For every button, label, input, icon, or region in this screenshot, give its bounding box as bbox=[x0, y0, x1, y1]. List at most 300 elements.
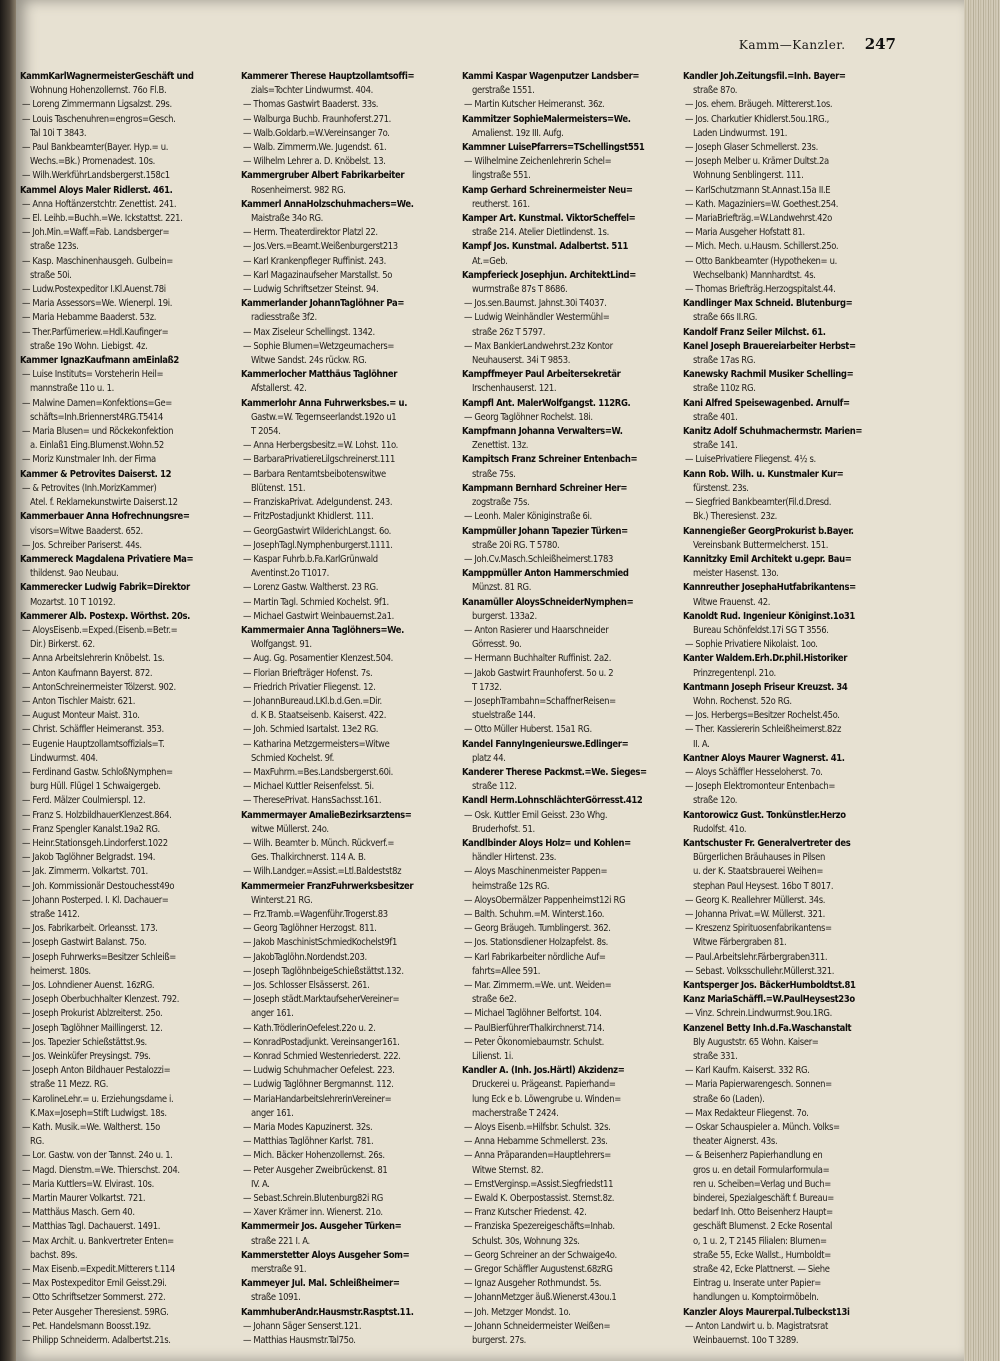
directory-entry-line: — LuisePrivatiere Fliegenst. 4½ s. bbox=[685, 454, 816, 466]
directory-entry-line: — Kaspar Fuhrb.b.Fa.KarlGrünwald bbox=[243, 553, 378, 565]
directory-entry-line: T 2054. bbox=[251, 426, 281, 438]
directory-entry-line: Afstallerst. 42. bbox=[251, 383, 307, 395]
directory-entry-line: — Michael Kuttler Reisenfelsst. 5i. bbox=[243, 781, 374, 793]
directory-entry-line: Kammerlohr Anna Fuhrwerksbes.= u. bbox=[241, 397, 408, 409]
directory-entry-line: — Walb.Goldarb.=W.Vereinsanger 7o. bbox=[243, 127, 390, 139]
directory-entry-line: zials=Tochter Lindwurmst. 404. bbox=[251, 85, 373, 97]
directory-entry-line: Kammerecker Ludwig Fabrik=Direktor bbox=[20, 582, 190, 594]
directory-entry-line: fahrts=Allee 591. bbox=[472, 965, 541, 977]
directory-entry-line: — Ludwig Schuhmacher Oefelest. 223. bbox=[243, 1065, 395, 1077]
directory-entry-line: Kamp Gerhard Schreinermeister Neu= bbox=[462, 184, 633, 196]
directory-entry-line: — Joseph städt.MarktaufseherVereiner= bbox=[243, 994, 400, 1006]
directory-entry-line: Kandler A. (Inh. Jos.Härtl) Akzidenz= bbox=[462, 1065, 625, 1077]
directory-entry-line: radiesstraße 3f2. bbox=[251, 312, 317, 324]
directory-entry-line: — Martin Tagl. Schmied Kochelst. 9f1. bbox=[243, 596, 389, 608]
directory-entry-line: zogstraße 75s. bbox=[472, 497, 530, 509]
directory-entry-line: — Anna Hoftänzerstchtr. Zenettist. 241. bbox=[22, 198, 177, 210]
directory-entry-line: — August Monteur Maist. 31o. bbox=[22, 710, 140, 722]
directory-entry-line: — Max BankierLandwehrst.23z Kontor bbox=[464, 340, 613, 352]
directory-entry-line: Kammerer Therese Hauptzollamtsoffi= bbox=[241, 71, 415, 82]
directory-entry-line: schäfts=Inh.Briennerst4RG.T5414 bbox=[30, 411, 164, 423]
directory-entry-line: — Franz Spengler Kanalst.19a2 RG. bbox=[22, 823, 160, 835]
directory-entry-line: straße 20i RG. T 5780. bbox=[472, 539, 560, 551]
directory-entry-line: — Anna Hebamme Schmellerst. 23s. bbox=[464, 1136, 608, 1148]
directory-entry-line: Bk.) Theresienst. 23z. bbox=[693, 511, 777, 523]
directory-entry-line: platz 44. bbox=[472, 752, 506, 764]
directory-entry-line: Kantner Aloys Maurer Wagnerst. 41. bbox=[683, 752, 845, 764]
directory-entry-line: Druckerei u. Prägeanst. Papierhand= bbox=[472, 1079, 616, 1091]
directory-entry-line: straße 26z T 5797. bbox=[472, 326, 546, 338]
directory-entry-line: — Friedrich Privatier Fliegenst. 12. bbox=[243, 681, 376, 693]
directory-entry-line: — Otto Müller Huberst. 15a1 RG. bbox=[464, 724, 592, 736]
directory-entry-line: Schmied Kochelst. 9f. bbox=[251, 752, 334, 764]
directory-entry-line: — AloysEisenb.=Exped.(Eisenb.=Betr.= bbox=[22, 624, 178, 636]
directory-entry-line: — Joh. Metzger Mondst. 1o. bbox=[464, 1306, 571, 1318]
directory-entry-line: — Joseph Melber u. Krämer Dultst.2a bbox=[685, 156, 829, 168]
directory-entry-line: Prinzregentenpl. 21o. bbox=[693, 667, 776, 679]
directory-entry-line: — Aloys Eisenb.=Hilfsbr. Schulst. 32s. bbox=[464, 1122, 611, 1134]
directory-entry-line: — Johann Schneidermeister Weißen= bbox=[464, 1320, 611, 1332]
directory-entry-line: Kammerl AnnaHolzschuhmachers=We. bbox=[241, 198, 414, 210]
directory-entry-line: — Joh. Schmied Isartalst. 13e2 RG. bbox=[243, 724, 379, 736]
column-4 bbox=[683, 70, 899, 1350]
directory-entry-line: Irschenhauserst. 121. bbox=[472, 383, 557, 395]
directory-entry-line: — Franz Kutscher Friedenst. 42. bbox=[464, 1207, 587, 1219]
directory-entry-line: — Karl Magazinaufseher Marstallst. 5o bbox=[243, 269, 393, 281]
directory-entry-line: Kannitzky Emil Architekt u.gepr. Bau= bbox=[683, 553, 852, 565]
directory-entry-line: — Johanna Privat.=W. Müllerst. 321. bbox=[685, 908, 825, 920]
directory-entry-line: Kanoldt Rud. Ingenieur Königinst.1o31 bbox=[683, 610, 855, 622]
directory-entry-line: burg Hüll. Flügel 1 Schwaigergeb. bbox=[30, 781, 161, 793]
directory-entry-line: — Frz.Tramb.=Wagenführ.Trogerst.83 bbox=[243, 908, 388, 920]
directory-entry-line: Kanderer Therese Packmst.=We. Sieges= bbox=[462, 766, 647, 778]
directory-entry-line: — Ferdinand Gastw. SchloßNymphen= bbox=[22, 766, 173, 778]
directory-entry-line: — Sebast. Volksschullehr.Müllerst.321. bbox=[685, 965, 835, 977]
directory-entry-line: anger 161. bbox=[251, 1008, 294, 1020]
directory-entry-line: — Jos.sen.Baumst. Jahnst.30i T4037. bbox=[464, 298, 607, 310]
directory-entry-line: straße 19o Wohn. Liebigst. 4z. bbox=[30, 340, 148, 352]
directory-entry-line: — Luise Instituts= Vorsteherin Heil= bbox=[22, 369, 164, 381]
directory-entry-line: Kantorowicz Gust. Tonkünstler.Herzo bbox=[683, 809, 846, 821]
directory-entry-line: Kandlinger Max Schneid. Blutenburg= bbox=[683, 298, 853, 310]
directory-entry-line: Wohn. Rochenst. 52o RG. bbox=[693, 695, 792, 707]
directory-entry-line: Bürgerlichen Bräuhauses in Pilsen bbox=[693, 852, 825, 864]
directory-entry-line: — MaxFuhrm.=Bes.Landsbergerst.60i. bbox=[243, 766, 393, 778]
directory-entry-line: Kantmann Joseph Friseur Kreuzst. 34 bbox=[683, 681, 848, 693]
directory-entry-line: straße 6e2. bbox=[472, 994, 517, 1006]
directory-page bbox=[16, 0, 964, 1361]
page-number: 247 bbox=[864, 35, 896, 53]
directory-entry-line: — Paul Bankbeamter(Bayer. Hyp.= u. bbox=[22, 142, 169, 154]
directory-entry-line: straße 42, Ecke Plattnerst. — Siehe bbox=[693, 1264, 830, 1276]
page-header bbox=[16, 34, 896, 56]
directory-entry-line: Kandolf Franz Seiler Milchst. 61. bbox=[683, 326, 826, 338]
directory-entry-line: Laden Lindwurmst. 191. bbox=[693, 127, 788, 139]
directory-entry-line: Kamppmüller Anton Hammerschmied bbox=[462, 568, 629, 580]
directory-entry-line: Schulst. 30s, Wohnung 32s. bbox=[472, 1235, 580, 1247]
directory-entry-line: straße 331. bbox=[693, 1051, 738, 1063]
directory-entry-line: Kanitz Adolf Schuhmachermstr. Marien= bbox=[683, 426, 863, 438]
directory-entry-line: — Jos. Fabrikarbeit. Orleansst. 173. bbox=[22, 923, 158, 935]
directory-entry-line: — Barbara Rentamtsbeibotenswitwe bbox=[243, 468, 386, 480]
directory-entry-line: — Eugenie Hauptzollamtsoffizials=T. bbox=[22, 738, 165, 750]
directory-entry-line: — Johann Posterped. I. Kl. Dachauer= bbox=[22, 894, 169, 906]
directory-entry-line: a. Einlaß1 Eing.Blumenst.Wohn.52 bbox=[30, 440, 164, 452]
directory-entry-line: — Jak. Zimmerm. Volkartst. 701. bbox=[22, 866, 148, 878]
directory-entry-line: — AntonSchreinermeister Tölzerst. 902. bbox=[22, 681, 176, 693]
directory-entry-line: Kanel Joseph Brauereiarbeiter Herbst= bbox=[683, 340, 856, 352]
directory-entry-line: Kamper Art. Kunstmal. ViktorScheffel= bbox=[462, 213, 636, 225]
directory-entry-line: — Peter Ausgeher Theresienst. 59RG. bbox=[22, 1306, 169, 1318]
directory-entry-line: Kammel Aloys Maler Ridlerst. 461. bbox=[20, 184, 173, 196]
directory-entry-line: — Jakob Taglöhner Belgradst. 194. bbox=[22, 852, 156, 864]
directory-entry-line: — JohannBureaud.LKl.b.d.Gen.=Dir. bbox=[243, 695, 382, 707]
directory-entry-line: — Michael Gastwirt Weinbauernst.2a1. bbox=[243, 610, 394, 622]
directory-entry-line: straße 1412. bbox=[30, 908, 80, 920]
directory-entry-line: Gastw.=W. Tegernseerlandst.192o u1 bbox=[251, 411, 397, 423]
directory-entry-line: Kanzler Aloys Maurerpal.Tulbeckst13i bbox=[683, 1306, 850, 1318]
directory-entry-line: — Ther. Kassiererin Schleißheimerst.82z bbox=[685, 724, 842, 736]
directory-entry-line: — Joseph Glaser Schmellerst. 23s. bbox=[685, 142, 818, 154]
directory-entry-line: — Jos. Weinküfer Preysingst. 79s. bbox=[22, 1051, 151, 1063]
directory-entry-line: ren u. Scheiben=Verlag und Buch= bbox=[693, 1178, 831, 1190]
directory-entry-line: Blütenst. 151. bbox=[251, 482, 306, 494]
directory-entry-line: reutherst. 161. bbox=[472, 198, 530, 210]
directory-entry-line: — Xaver Krämer inn. Wienerst. 21o. bbox=[243, 1207, 383, 1219]
directory-entry-line: — Pet. Handelsmann Boosst.19z. bbox=[22, 1320, 151, 1332]
directory-entry-line: Kanewsky Rachmil Musiker Schelling= bbox=[683, 369, 854, 381]
directory-entry-line: Kampitsch Franz Schreiner Entenbach= bbox=[462, 454, 638, 466]
directory-entry-line: — Peter Ausgeher Zweibrückenst. 81 bbox=[243, 1164, 388, 1176]
running-head: Kamm—Kanzler. bbox=[738, 38, 846, 52]
directory-entry-line: — Joseph Elektromonteur Entenbach= bbox=[685, 781, 836, 793]
directory-columns bbox=[20, 70, 900, 1350]
directory-entry-line: — Joseph Prokurist Ablzreiterst. 25o. bbox=[22, 1008, 163, 1020]
directory-entry-line: gros u. en detail Formularformula= bbox=[693, 1164, 830, 1176]
directory-entry-line: Rudolfst. 41o. bbox=[693, 823, 747, 835]
directory-entry-line: — Joh. Kommissionär Destouchesst49o bbox=[22, 880, 175, 892]
directory-entry-line: — Jos. Lohndiener Auenst. 16zRG. bbox=[22, 980, 155, 991]
directory-entry-line: straße 12o. bbox=[693, 795, 738, 807]
directory-entry-line: straße 123s. bbox=[30, 241, 79, 253]
directory-entry-line: straße 1091. bbox=[251, 1292, 301, 1304]
directory-entry-line: — Walburga Buchb. Fraunhoferst.271. bbox=[243, 113, 391, 125]
directory-entry-line: — Sophie Blumen=Wetzgeumachers= bbox=[243, 340, 395, 352]
directory-entry-line: — Aloys Schäffler Hesseloherst. 7o. bbox=[685, 766, 823, 778]
directory-entry-line: — JakobTaglöhn.Nordendst.203. bbox=[243, 951, 367, 963]
directory-entry-line: Weinbauernst. 10o T 3289. bbox=[693, 1335, 799, 1347]
directory-entry-line: Bly Auguststr. 65 Wohn. Kaiser= bbox=[693, 1036, 819, 1048]
directory-entry-line: — Florian Briefträger Hofenst. 7s. bbox=[243, 667, 373, 679]
directory-entry-line: Kani Alfred Speisewagenbed. Arnulf= bbox=[683, 397, 850, 409]
directory-entry-line: — Matthäus Masch. Gern 40. bbox=[22, 1207, 135, 1219]
directory-entry-line: — Georg Schreiner an der Schwaige4o. bbox=[464, 1249, 617, 1261]
directory-entry-line: straße 66s II.RG. bbox=[693, 312, 758, 324]
directory-entry-line: burgerst. 133a2. bbox=[472, 610, 537, 622]
directory-entry-line: geschäft Blumenst. 2 Ecke Rosental bbox=[693, 1221, 833, 1233]
directory-entry-line: — Kath. Musik.=We. Waltherst. 15o bbox=[22, 1122, 160, 1134]
directory-entry-line: Kanzenel Betty Inh.d.Fa.Waschanstalt bbox=[683, 1022, 852, 1034]
directory-entry-line: Amalienst. 19z III. Aufg. bbox=[472, 127, 564, 139]
directory-entry-line: — AloysObermälzer Pappenheimst12i RG bbox=[464, 894, 626, 906]
directory-entry-line: — Sebast.Schrein.Blutenburg82i RG bbox=[243, 1193, 383, 1205]
directory-entry-line: Aventinst.2o T1017. bbox=[251, 568, 329, 580]
directory-entry-line: — Ludwig Weinhändler Westermühl= bbox=[464, 312, 610, 324]
directory-entry-line: Kammi Kaspar Wagenputzer Landsber= bbox=[462, 71, 640, 82]
directory-entry-line: — Sophie Privatiere Nikolaist. 1oo. bbox=[685, 639, 818, 651]
directory-entry-line: — Ludwig Taglöhner Bergmannst. 112. bbox=[243, 1079, 394, 1091]
directory-entry-line: — Lorenz Gastw. Waltherst. 23 RG. bbox=[243, 582, 379, 594]
directory-entry-line: u. der K. Staatsbrauerei Weihen= bbox=[693, 866, 824, 878]
directory-entry-line: fürstenst. 23s. bbox=[693, 482, 749, 494]
directory-entry-line: Kampmüller Johann Tapezier Türken= bbox=[462, 525, 628, 537]
directory-entry-line: merstraße 91. bbox=[251, 1264, 307, 1276]
directory-entry-line: — Karl Kaufm. Kaiserst. 332 RG. bbox=[685, 1065, 810, 1077]
directory-entry-line: — KarolineLehr.= u. Erziehungsdame i. bbox=[22, 1093, 174, 1105]
directory-entry-line: Kammermeier FranzFuhrwerksbesitzer bbox=[241, 880, 414, 892]
directory-entry-line: — Malwine Damen=Konfektions=Ge= bbox=[22, 397, 173, 409]
directory-entry-line: anger 161. bbox=[251, 1107, 294, 1119]
directory-entry-line: straße 110z RG. bbox=[693, 383, 756, 395]
directory-entry-line: straße 50i. bbox=[30, 269, 72, 281]
directory-entry-line: lingstraße 551. bbox=[472, 170, 531, 182]
directory-entry-line: — Franz S. HolzbildhauerKlenzest.864. bbox=[22, 809, 172, 821]
directory-entry-line: straße 87o. bbox=[693, 85, 738, 97]
directory-entry-line: straße 11 Mezz. RG. bbox=[30, 1079, 109, 1091]
directory-entry-line: — Jos. Stationsdiener Holzapfelst. 8s. bbox=[464, 937, 608, 949]
directory-entry-line: — Aug. Gg. Posamentier Klenzest.504. bbox=[243, 653, 393, 665]
directory-entry-line: — Thomas Gastwirt Baaderst. 33s. bbox=[243, 99, 379, 111]
directory-entry-line: thildenst. 9ao Neubau. bbox=[30, 568, 119, 580]
directory-entry-line: — Lor. Gastw. von der Tannst. 24o u. 1. bbox=[22, 1150, 173, 1162]
directory-entry-line: binderei, Spezialgeschäft f. Bureau= bbox=[693, 1193, 835, 1205]
directory-entry-line: Kammermayer AmalieBezirksarztens= bbox=[241, 809, 412, 821]
directory-entry-line: Wechs.=Bk.) Promenadest. 10s. bbox=[30, 156, 155, 168]
directory-entry-line: — JosephTagl.Nymphenburgerst.1111. bbox=[243, 539, 393, 551]
directory-entry-line: gerstraße 1551. bbox=[472, 85, 535, 97]
directory-entry-line: — Joh.Cv.Masch.Schleißheimerst.1783 bbox=[464, 553, 613, 565]
directory-entry-line: — Georg Taglöhner Rochelst. 18i. bbox=[464, 411, 593, 423]
directory-entry-line: — Joh.Min.=Waff.=Fab. Landsberger= bbox=[22, 227, 170, 239]
column-3 bbox=[462, 70, 678, 1350]
directory-entry-line: straße 6o (Laden). bbox=[693, 1093, 765, 1105]
directory-entry-line: T 1732. bbox=[472, 681, 502, 693]
directory-entry-line: Münzst. 81 RG. bbox=[472, 582, 532, 594]
directory-entry-line: — Jos. Schlosser Elsässerst. 261. bbox=[243, 980, 370, 991]
directory-entry-line: — Oskar Schauspieler a. Münch. Volks= bbox=[685, 1122, 840, 1134]
book-binding bbox=[0, 0, 16, 1361]
directory-entry-line: — Balth. Schuhm.=M. Winterst.16o. bbox=[464, 908, 605, 920]
directory-entry-line: Kannreuther JosephaHutfabrikantens= bbox=[683, 582, 856, 594]
directory-entry-line: Kampferieck Josephjun. ArchitektLind= bbox=[462, 269, 636, 281]
directory-entry-line: meister Hasenst. 13o. bbox=[693, 568, 779, 580]
directory-entry-line: — Ludwig Schriftsetzer Steinst. 94. bbox=[243, 284, 379, 296]
directory-entry-line: Kandlbinder Aloys Holz= und Kohlen= bbox=[462, 837, 631, 849]
directory-entry-line: Kanamüller AloysSchneiderNymphen= bbox=[462, 596, 634, 608]
directory-entry-line: — Wilh.WerkführLandsbergerst.158c1 bbox=[22, 170, 170, 182]
directory-entry-line: — Anna Arbeitslehrerin Knöbelst. 1s. bbox=[22, 653, 165, 665]
directory-entry-line: Witwe Sandst. 24s rückw. RG. bbox=[251, 355, 367, 367]
directory-entry-line: — Maria Ausgeher Hofstatt 81. bbox=[685, 227, 805, 239]
directory-entry-line: — Kasp. Maschinenhausgeh. Gulbein= bbox=[22, 255, 173, 267]
directory-entry-line: — MariaHandarbeitslehrerinVereiner= bbox=[243, 1093, 392, 1105]
directory-entry-line: — Jos. Charkutier Khidlerst.5ou.1RG., bbox=[685, 113, 829, 125]
directory-entry-line: Kandl Herm.LohnschlächterGörresst.412 bbox=[462, 795, 643, 807]
directory-entry-line: Kammerstetter Aloys Ausgeher Som= bbox=[241, 1249, 410, 1261]
directory-entry-line: bedarf Inh. Otto Beisenherz Haupt= bbox=[693, 1207, 833, 1219]
directory-entry-line: — & Petrovites (Inh.MorizKammer) bbox=[22, 482, 157, 494]
directory-entry-line: Kammermeir Jos. Ausgeher Türken= bbox=[241, 1221, 402, 1233]
directory-entry-line: — Vinz. Schrein.Lindwurmst.9ou.1RG. bbox=[685, 1008, 832, 1020]
directory-entry-line: heimstraße 12s RG. bbox=[472, 880, 550, 892]
directory-entry-line: — Anna Präparanden=Hauptlehrers= bbox=[464, 1150, 612, 1162]
directory-entry-line: — Konrad Schmied Westenriederst. 222. bbox=[243, 1051, 401, 1063]
directory-entry-line: — Magd. Dienstm.=We. Thierschst. 204. bbox=[22, 1164, 180, 1176]
directory-entry-line: Witwe Sternst. 82. bbox=[472, 1164, 544, 1176]
directory-entry-line: Kammermaier Anna Taglöhners=We. bbox=[241, 624, 405, 636]
directory-entry-line: witwe Müllerst. 24o. bbox=[251, 823, 329, 835]
directory-entry-line: — & Beisenherz Papierhandlung en bbox=[685, 1150, 823, 1162]
directory-entry-line: RG. bbox=[30, 1136, 45, 1148]
directory-entry-line: heimerst. 180s. bbox=[30, 965, 91, 977]
directory-entry-line: Kantschuster Fr. Generalvertreter des bbox=[683, 837, 851, 849]
directory-entry-line: Kampffmeyer Paul Arbeitersekretär bbox=[462, 369, 621, 381]
directory-entry-line: händler Hirtenst. 23s. bbox=[472, 852, 557, 864]
directory-entry-line: — Heinr.Stationsgeh.Lindorferst.1022 bbox=[22, 837, 168, 849]
directory-entry-line: macherstraße T 2424. bbox=[472, 1107, 559, 1119]
directory-entry-line: — Jos. ehem. Bräugeh. Mittererst.1os. bbox=[685, 99, 833, 111]
directory-entry-line: — Hermann Buchhalter Ruffinist. 2a2. bbox=[464, 653, 612, 665]
directory-entry-line: — Maria Blusen= und Röckekonfektion bbox=[22, 426, 174, 438]
directory-entry-line: Wohnung Hohenzollernst. 76o Fl.B. bbox=[30, 85, 167, 97]
directory-entry-line: bachst. 89s. bbox=[30, 1249, 78, 1261]
directory-entry-line: — Aloys Maschinenmeister Pappen= bbox=[464, 866, 608, 878]
directory-entry-line: — Joseph Fuhrwerks=Besitzer Schleiß= bbox=[22, 951, 176, 963]
directory-entry-line: Kanz MariaSchäffl.=W.PaulHeysest23o bbox=[683, 994, 855, 1006]
column-1 bbox=[20, 70, 236, 1350]
directory-entry-line: Atel. f. Reklamekunstwirte Daiserst.12 bbox=[30, 497, 178, 509]
directory-entry-line: Kampfmann Johanna Verwalters=W. bbox=[462, 426, 623, 438]
directory-entry-line: — Wilh. Beamter b. Münch. Rückverf.= bbox=[243, 837, 395, 849]
directory-entry-line: — Jos. Tapezier Schießstättst.9s. bbox=[22, 1036, 147, 1048]
directory-entry-line: — Jos.Vers.=Beamt.Weißenburgerst213 bbox=[243, 241, 398, 253]
directory-entry-line: — Wilhelmine Zeichenlehrerin Schel= bbox=[464, 156, 612, 168]
directory-entry-line: Kammitzer SophieMalermeisters=We. bbox=[462, 113, 631, 125]
directory-entry-line: KammKarlWagnermeisterGeschäft und bbox=[20, 71, 194, 82]
directory-entry-line: Kammerbauer Anna Hofrechnungsre= bbox=[20, 511, 190, 523]
directory-entry-line: Kampfl Ant. MalerWolfgangst. 112RG. bbox=[462, 397, 631, 409]
directory-entry-line: — Ther.Parfümeriew.=Hdl.Kaufinger= bbox=[22, 326, 169, 338]
directory-entry-line: visors=Witwe Baaderst. 652. bbox=[30, 525, 143, 537]
directory-entry-line: Bureau Schönfeldst.17i SG T 3556. bbox=[693, 624, 829, 636]
directory-entry-line: — KarlSchutzmann St.Annast.15a II.E bbox=[685, 184, 831, 196]
directory-entry-line: stephan Paul Heysest. 16bo T 8017. bbox=[693, 880, 834, 892]
directory-entry-line: Kammer & Petrovites Daiserst. 12 bbox=[20, 468, 172, 480]
directory-entry-line: — El. Leihb.=Buchh.=We. Ickstattst. 221. bbox=[22, 213, 183, 225]
directory-entry-line: — Max Postexpeditor Emil Geisst.29i. bbox=[22, 1278, 167, 1290]
directory-entry-line: — Paul.Arbeitslehr.Färbergraben311. bbox=[685, 951, 828, 963]
directory-entry-line: — Wilhelm Lehrer a. D. Knöbelst. 13. bbox=[243, 156, 386, 168]
directory-entry-line: — Georg Taglöhner Herzogst. 811. bbox=[243, 923, 377, 935]
directory-entry-line: Lindwurmst. 404. bbox=[30, 752, 98, 764]
directory-entry-line: — Martin Kutscher Heimeranst. 36z. bbox=[464, 99, 605, 111]
directory-entry-line: Zenettist. 13z. bbox=[472, 440, 529, 452]
directory-entry-line: — JosephTrambahn=SchaffnerReisen= bbox=[464, 695, 616, 707]
directory-entry-line: Winterst.21 RG. bbox=[251, 894, 313, 906]
directory-entry-line: — Herm. Theaterdirektor Platzl 22. bbox=[243, 227, 378, 239]
directory-entry-line: — KonradPostadjunkt. Vereinsanger161. bbox=[243, 1036, 400, 1048]
page-edges bbox=[964, 0, 1000, 1361]
directory-entry-line: lung Eck e b. Löwengrube u. Winden= bbox=[472, 1093, 621, 1105]
directory-entry-line: Kammer IgnazKaufmann amEinlaß2 bbox=[20, 355, 179, 367]
directory-entry-line: — Max Archit. u. Bankvertreter Enten= bbox=[22, 1235, 174, 1247]
directory-entry-line: — Wilh.Landger.=Assist.=Ltl.Baldestst8z bbox=[243, 866, 402, 878]
directory-entry-line: Rosenheimerst. 982 RG. bbox=[251, 184, 346, 196]
directory-entry-line: — TheresePrivat. HansSachsst.161. bbox=[243, 795, 382, 807]
directory-entry-line: straße 17as RG. bbox=[693, 355, 756, 367]
directory-entry-line: — Moriz Kunstmaler Inh. der Firma bbox=[22, 454, 156, 466]
directory-entry-line: — Anton Rasierer und Haarschneider bbox=[464, 624, 609, 636]
directory-entry-line: Maistraße 34o RG. bbox=[251, 213, 323, 225]
directory-entry-line: — Walb. Zimmerm.We. Jugendst. 61. bbox=[243, 142, 387, 154]
directory-entry-line: straße 112. bbox=[472, 781, 517, 793]
directory-entry-line: straße 221 I. A. bbox=[251, 1235, 310, 1247]
directory-entry-line: Vereinsbank Buttermelcherst. 151. bbox=[693, 539, 829, 551]
directory-entry-line: Wolfgangst. 91. bbox=[251, 639, 312, 651]
directory-entry-line: — Karl Krankenpfleger Ruffinist. 243. bbox=[243, 255, 386, 267]
directory-entry-line: — Ferd. Mälzer Coulmierspl. 12. bbox=[22, 795, 146, 807]
directory-entry-line: Kammergruber Albert Fabrikarbeiter bbox=[241, 170, 405, 182]
directory-entry-line: Wohnung Senblingerst. 111. bbox=[693, 170, 804, 182]
directory-entry-line: KammhuberAndr.Hausmstr.Rasptst.11. bbox=[241, 1306, 414, 1318]
directory-entry-line: — Mar. Zimmerm.=We. unt. Weiden= bbox=[464, 980, 612, 991]
directory-entry-line: — Philipp Schneiderm. Adalbertst.21s. bbox=[22, 1335, 171, 1347]
directory-entry-line: — GeorgGastwirt WilderichLangst. 6o. bbox=[243, 525, 391, 537]
directory-entry-line: theater Aignerst. 43s. bbox=[693, 1136, 778, 1148]
directory-entry-line: Wechselbank) Mannhardtst. 4s. bbox=[693, 269, 816, 281]
directory-entry-line: — Matthias Hausmstr.Tal75o. bbox=[243, 1335, 356, 1347]
directory-entry-line: K.Max=Joseph=Stift Ludwigst. 18s. bbox=[30, 1107, 167, 1119]
directory-entry-line: Kandler Joh.Zeitungsfil.=Inh. Bayer= bbox=[683, 71, 846, 82]
directory-entry-line: Kantsperger Jos. BäckerHumboldtst.81 bbox=[683, 980, 856, 991]
directory-entry-line: — Mich. Mech. u.Hausm. Schillerst.25o. bbox=[685, 241, 839, 253]
directory-entry-line: Witwe Färbergraben 81. bbox=[693, 937, 787, 949]
directory-entry-line: At.=Geb. bbox=[472, 255, 508, 267]
directory-entry-line: — Osk. Kuttler Emil Geisst. 23o Whg. bbox=[464, 809, 608, 821]
directory-entry-line: — ErnstVerginsp.=Assist.Siegfriedst11 bbox=[464, 1178, 614, 1190]
directory-entry-line: II. A. bbox=[693, 738, 710, 750]
directory-entry-line: Kanter Waldem.Erh.Dr.phil.Historiker bbox=[683, 653, 848, 665]
directory-entry-line: — Joseph TaglöhnbeigeSchießstättst.132. bbox=[243, 965, 404, 977]
directory-entry-line: — Franziska Spezereigeschäfts=Inhab. bbox=[464, 1221, 615, 1233]
directory-entry-line: Kampf Jos. Kunstmal. Adalbertst. 511 bbox=[462, 241, 628, 253]
directory-entry-line: Dir.) Birkerst. 62. bbox=[30, 639, 95, 651]
directory-entry-line: Görresst. 9o. bbox=[472, 639, 522, 651]
directory-entry-line: — Katharina Metzgermeisters=Witwe bbox=[243, 738, 390, 750]
directory-entry-line: — Max Eisenb.=Expedit.Mitterers t.114 bbox=[22, 1264, 176, 1276]
directory-entry-line: — Joseph Gastwirt Balanst. 75o. bbox=[22, 937, 147, 949]
directory-entry-line: — Maria Assessors=We. Wienerpl. 19i. bbox=[22, 298, 173, 310]
directory-entry-line: — Joseph Anton Bildhauer Pestalozzi= bbox=[22, 1065, 171, 1077]
directory-entry-line: — Ignaz Ausgeher Rothmundst. 5s. bbox=[464, 1278, 602, 1290]
directory-entry-line: mannstraße 11o u. 1. bbox=[30, 383, 114, 395]
directory-entry-line: Kammereck Magdalena Privatiere Ma= bbox=[20, 553, 194, 565]
directory-entry-line: Bruderhofst. 51. bbox=[472, 823, 535, 835]
directory-entry-line: straße 55, Ecke Wallst., Humboldt= bbox=[693, 1249, 831, 1261]
directory-entry-line: Kammerlocher Matthäus Taglöhner bbox=[241, 369, 398, 381]
directory-entry-line: — Jakob MaschinistSchmiedKochelst9f1 bbox=[243, 937, 398, 949]
directory-entry-line: — Loreng Zimmermann Ligsalzst. 29s. bbox=[22, 99, 172, 111]
